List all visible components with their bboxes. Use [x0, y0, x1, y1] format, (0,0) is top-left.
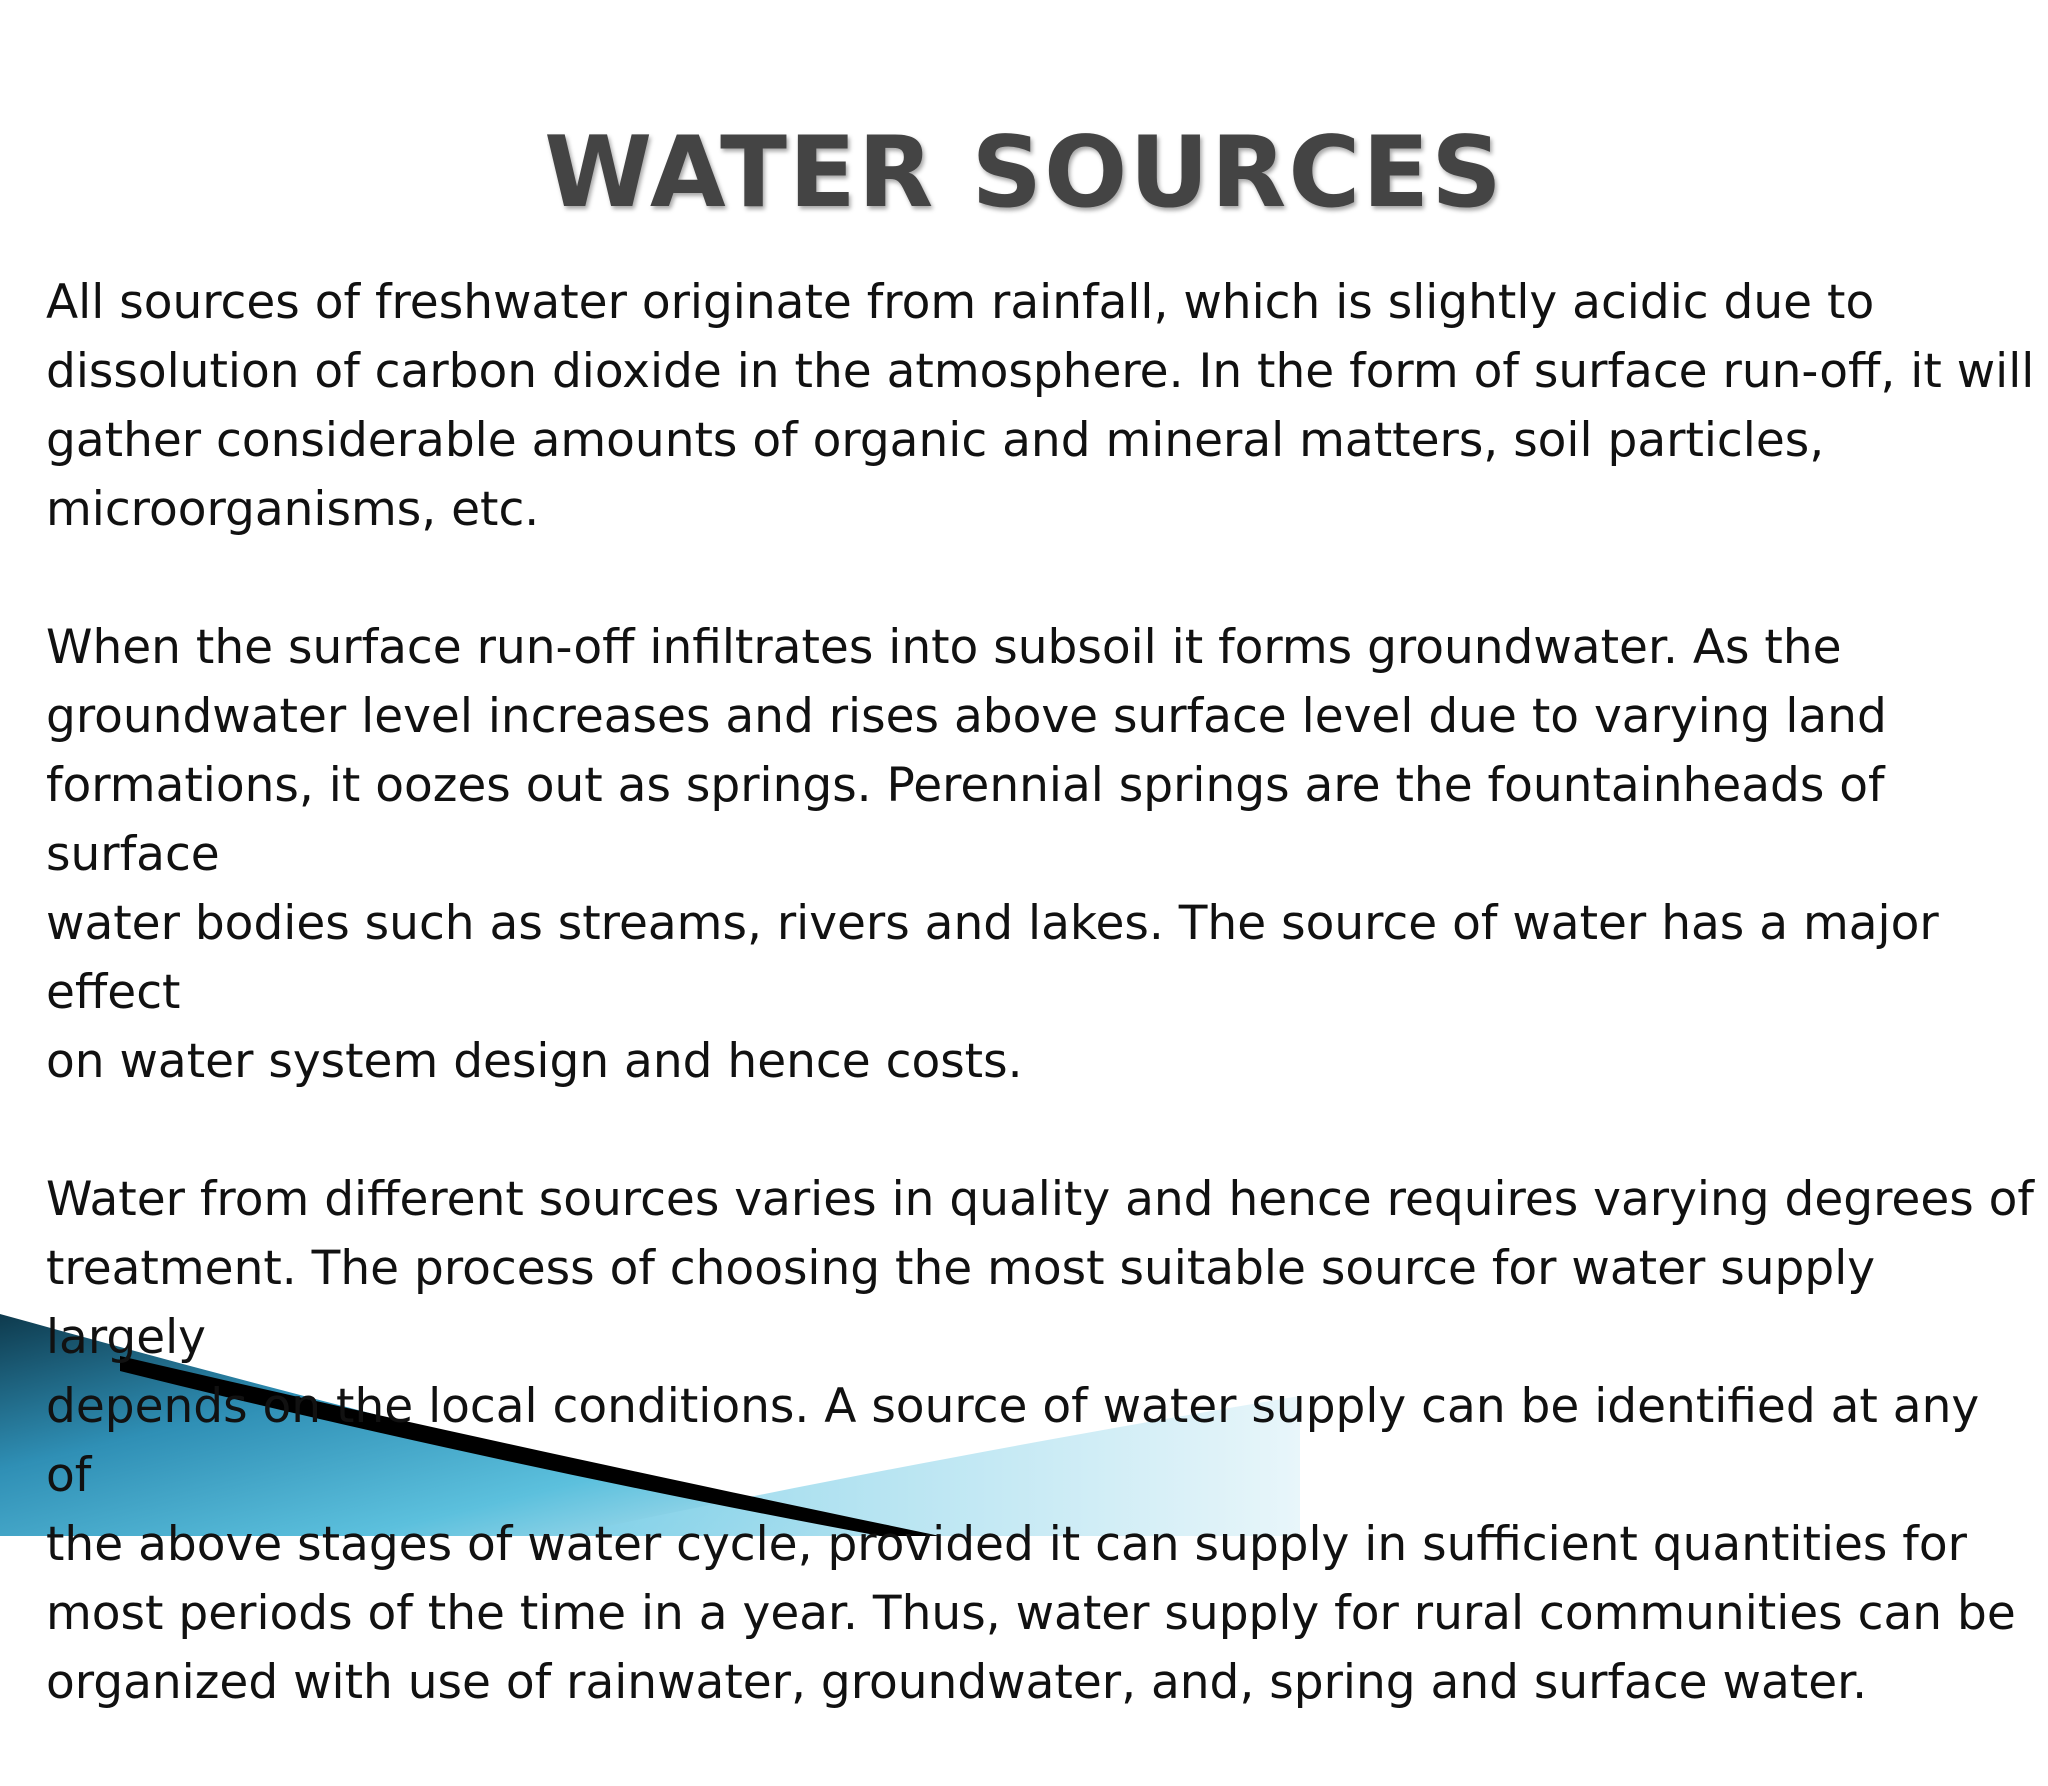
slide-title: WATER SOURCES	[544, 116, 1504, 230]
slide-body	[46, 268, 2036, 1786]
paragraph-groundwater: When the surface run-off infiltrates into subsoil it forms groundwater. As the groundwater level increases and rises above surface level due to varying land formations, it oozes out as springs. Perennial springs are the fountainheads of surface water bodies such as streams, rivers and lakes. The source of water has a major effect on water system design and hence costs.	[46, 620, 1939, 1089]
paragraph-source-selection: Water from different sources varies in quality and hence requires varying degrees of treatment. The process of choosing the most suitable source for water supply largely depends on the local conditions. A source of water supply can be identified at any of the above stages of water cycle, provided it can supply in sufficient quantities for most periods of the time in a year. Thus, water supply for rural communities can be organized with use of rainwater, groundwater, and, spring and surface water.	[46, 1172, 2034, 1710]
paragraph-rainfall: All sources of freshwater originate from rainfall, which is slightly acidic due to dissolution of carbon dioxide in the atmosphere. In the form of surface run-off, it will gather considerable amounts of organic and mineral matters, soil particles, microorganisms, etc.	[46, 275, 2035, 537]
